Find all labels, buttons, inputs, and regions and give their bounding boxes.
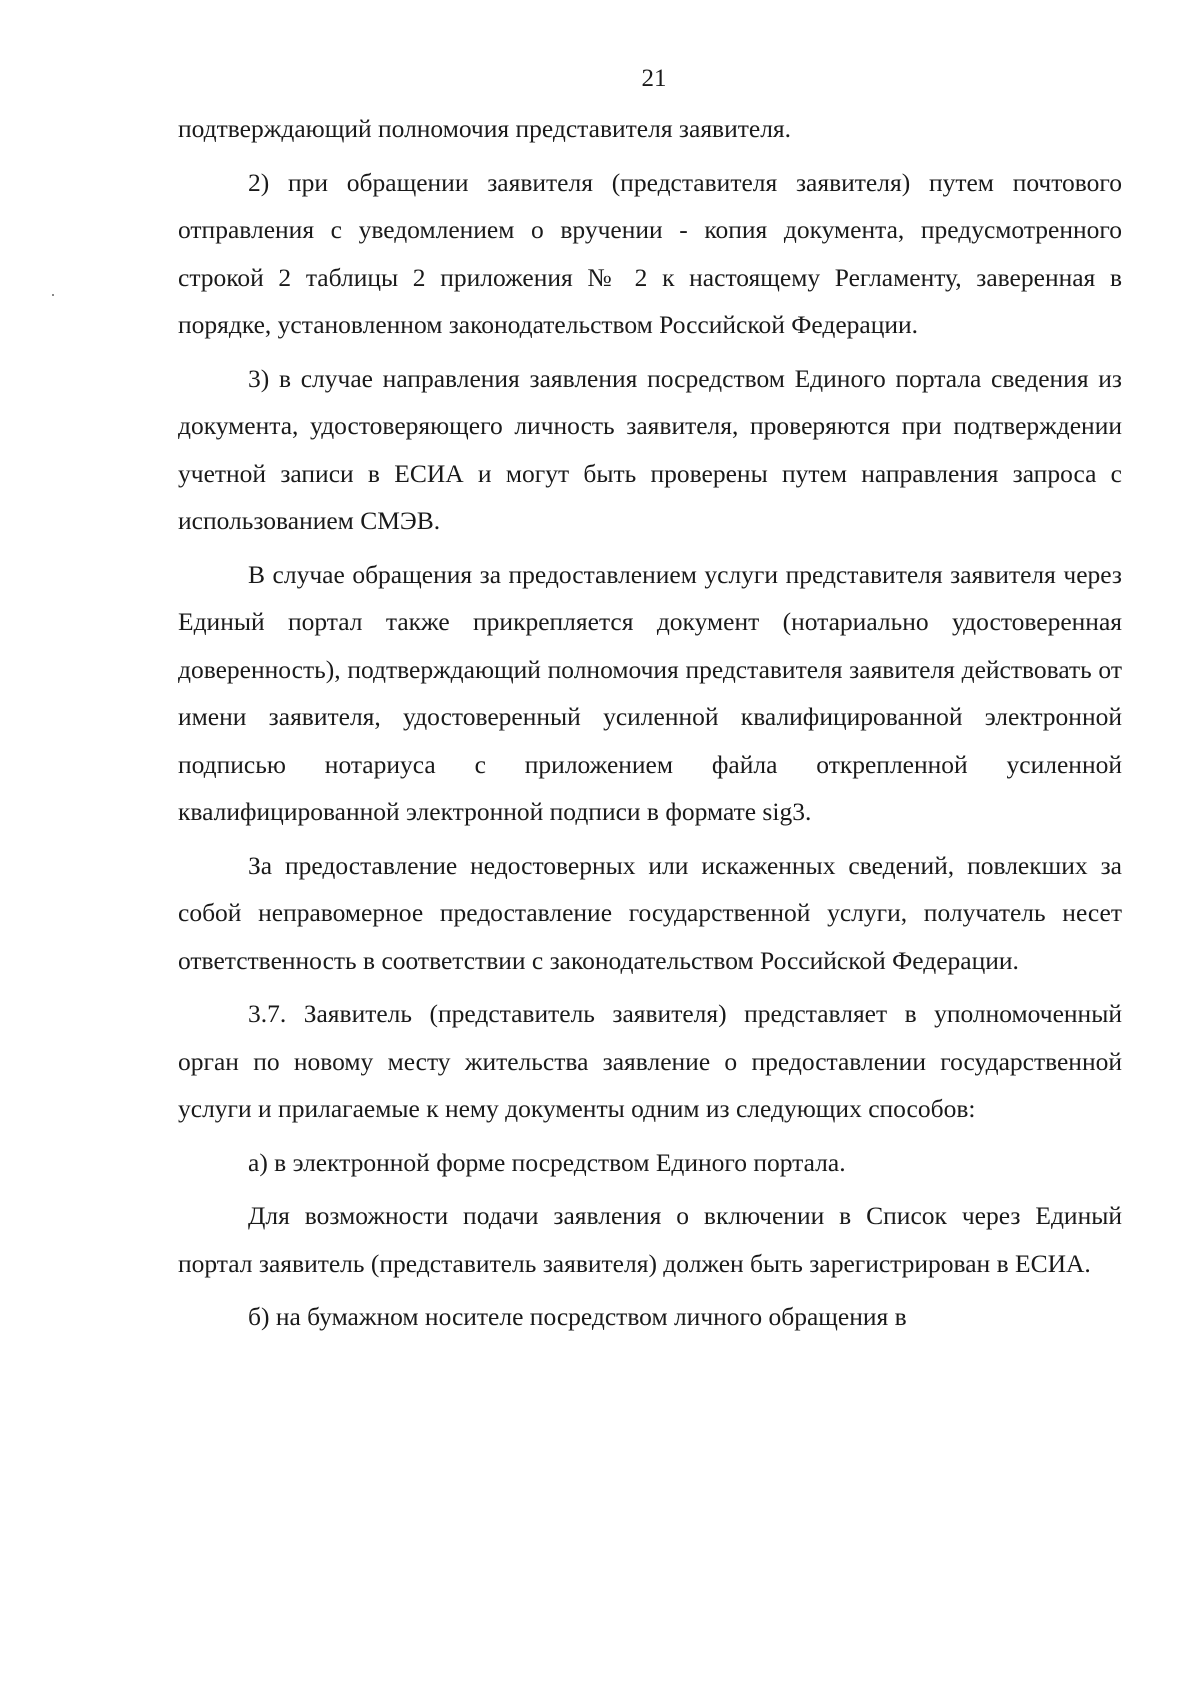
paragraph-item-3-portal: 3) в случае направления заявления посредством Единого портала сведения из документа, удостоверяющего личность заявителя, проверяются при подтверждении учетной записи в ЕСИА и могут быть проверены путем направления запроса с использованием СМЭВ. [178, 363, 1122, 535]
margin-speck [52, 294, 54, 296]
paragraph-item-2-postal: 2) при обращении заявителя (представителя заявителя) путем почтового отправления с уведомлением о вручении - копия документа, предусмотренного строкой 2 таблицы 2 приложения № 2 к настоящему Регламенту, заверенная в порядке, установленном законодательством Российской Федерации. [178, 167, 1122, 339]
document-body [178, 105, 1122, 1341]
paragraph-representative-portal: В случае обращения за предоставлением услуги представителя заявителя через Единый портал также прикрепляется документ (нотариально удостоверенная доверенность), подтверждающий полномочия представителя заявителя действовать от имени заявителя, удостоверенный усиленной квалифицированной электронной подписью нотариуса с приложением файла открепленной усиленной квалифицированной электронной подписи в формате sig3. [178, 559, 1122, 826]
paragraph-esia-registration: Для возможности подачи заявления о включении в Список через Единый портал заявитель (представитель заявителя) должен быть зарегистрирован в ЕСИА. [178, 1201, 1122, 1278]
paragraph-liability: За предоставление недостоверных или искаженных сведений, повлекших за собой неправомерное предоставление государственной услуги, получатель несет ответственность в соответствии с законодательством Российской Федерации. [178, 850, 1122, 975]
paragraph-continuation: подтверждающий полномочия представителя заявителя. [178, 114, 792, 143]
page-number: 21 [641, 65, 667, 92]
paragraph-method-a: а) в электронной форме посредством Единого портала. [248, 1147, 846, 1177]
paragraph-section-3-7: 3.7. Заявитель (представитель заявителя) представляет в уполномоченный орган по новому месту жительства заявление о предоставлении государственной услуги и прилагаемые к нему документы одним из следующих способов: [178, 999, 1122, 1123]
paragraph-method-b: б) на бумажном носителе посредством личного обращения в [248, 1302, 907, 1331]
